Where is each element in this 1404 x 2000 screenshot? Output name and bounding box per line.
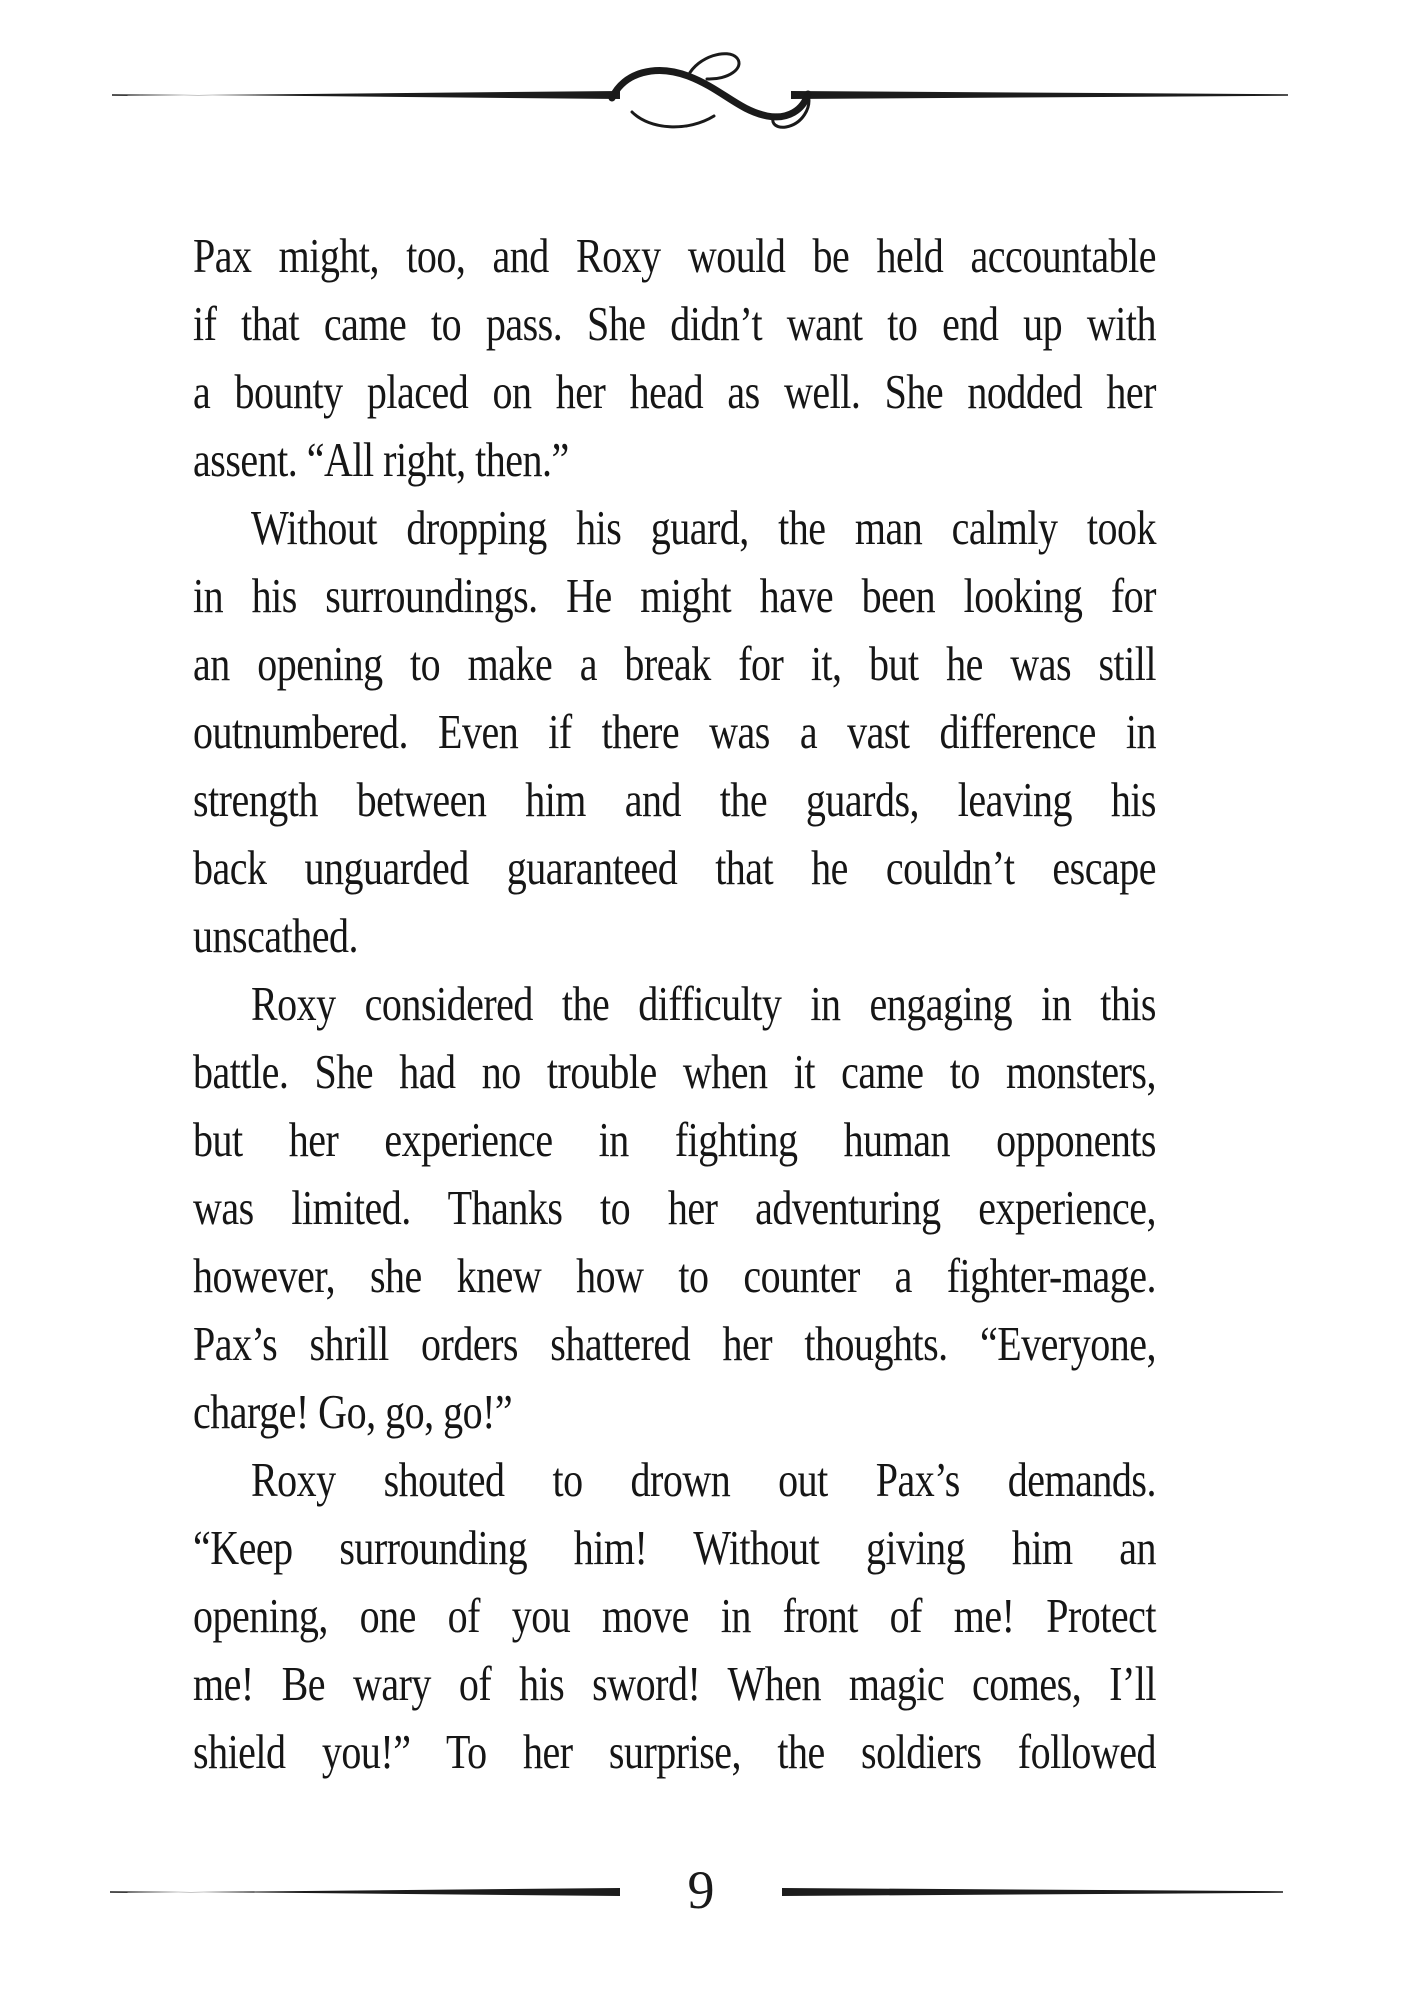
text-line: “Keep surrounding him! Without giving him an (193, 1519, 1156, 1575)
text-line: if that came to pass. She didn’t want to end up with (193, 295, 1156, 351)
header-rule-left (112, 91, 620, 99)
text-line: shield you!” To her surprise, the soldiers followed (193, 1723, 1156, 1779)
page-text (193, 222, 1156, 1786)
text-line: Pax might, too, and Roxy would be held accountable (193, 227, 1156, 283)
text-line: was limited. Thanks to her adventuring experience, (193, 1179, 1156, 1235)
paragraph (193, 1446, 1156, 1786)
text-line: back unguarded guaranteed that he couldn’t escape (193, 839, 1156, 895)
paragraph (193, 222, 1156, 494)
paragraph (193, 970, 1156, 1446)
text-line: Roxy considered the difficulty in engaging in this (251, 975, 1156, 1031)
text-line: Pax’s shrill orders shattered her thoughts. “Everyone, (193, 1315, 1156, 1371)
text-line: an opening to make a break for it, but he was still (193, 635, 1156, 691)
text-line: in his surroundings. He might have been looking for (193, 567, 1156, 623)
text-line: however, she knew how to counter a fighter-mage. (193, 1247, 1156, 1303)
text-line: charge! Go, go, go!” (193, 1383, 513, 1439)
header-rule-right (791, 91, 1288, 99)
flourish-icon (604, 48, 824, 148)
text-line: but her experience in fighting human opponents (193, 1111, 1156, 1167)
footer-rule-left (110, 1888, 620, 1896)
footer-rule-right (782, 1888, 1283, 1896)
text-line: a bounty placed on her head as well. She nodded her (193, 363, 1156, 419)
text-line: Without dropping his guard, the man calmly took (251, 499, 1156, 555)
paragraph (193, 494, 1156, 970)
header-flourish-ornament (604, 48, 824, 148)
text-line: assent. “All right, then.” (193, 431, 569, 487)
text-line: outnumbered. Even if there was a vast difference in (193, 703, 1156, 759)
page-number: 9 (687, 1860, 715, 1920)
text-line: me! Be wary of his sword! When magic comes, I’ll (193, 1655, 1156, 1711)
text-line: opening, one of you move in front of me! Protect (193, 1587, 1156, 1643)
text-line: unscathed. (193, 907, 358, 963)
text-line: battle. She had no trouble when it came to monsters, (193, 1043, 1156, 1099)
text-line: Roxy shouted to drown out Pax’s demands. (251, 1451, 1156, 1507)
text-line: strength between him and the guards, leaving his (193, 771, 1156, 827)
